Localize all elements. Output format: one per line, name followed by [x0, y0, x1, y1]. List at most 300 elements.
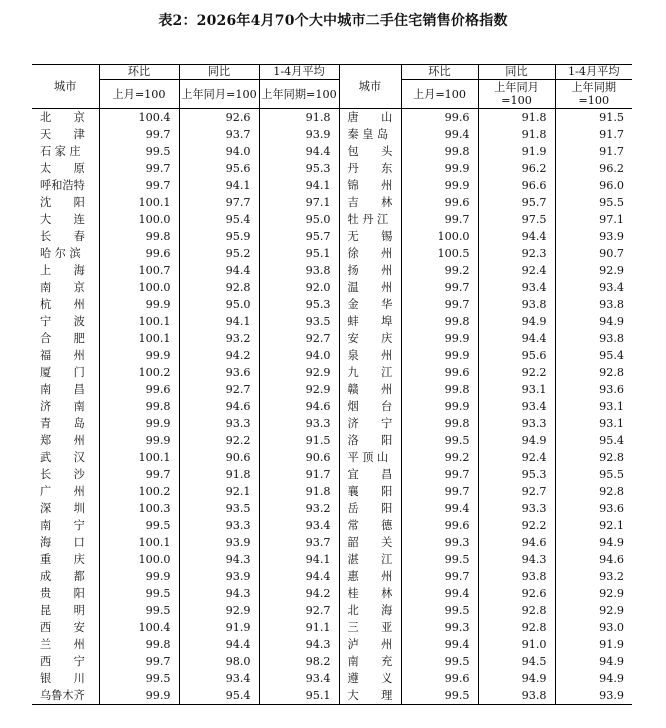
city-name-right: 安 庆 [339, 330, 401, 347]
avg-value-right: 96.2 [599, 161, 624, 175]
mom-base-right: 上月=100 [401, 80, 478, 109]
mom-value-left: 100.2 [99, 364, 179, 381]
table-row [32, 687, 632, 705]
mom-value-right: 99.9 [401, 160, 478, 177]
city-name-left: 大 连 [32, 211, 99, 228]
mom-value-right: 99.7 [401, 211, 478, 228]
yoy-base-left: 上年同月=100 [179, 80, 259, 109]
avg-value-right: 94.9 [599, 535, 624, 549]
yoy-value-right: 92.8 [478, 619, 555, 636]
avg-base-left: 上年同期=100 [259, 80, 339, 109]
yoy-value-left: 93.4 [179, 670, 259, 687]
mom-value-left: 99.7 [99, 177, 179, 194]
mom-value-right: 99.5 [401, 551, 478, 568]
city-name-right: 泉 州 [339, 347, 401, 364]
yoy-value-right: 92.2 [478, 517, 555, 534]
yoy-value-left: 90.6 [179, 449, 259, 466]
yoy-value-right: 94.6 [478, 534, 555, 551]
mom-value-left: 100.4 [99, 109, 179, 127]
table-row [32, 500, 632, 517]
city-name-left: 北 京 [32, 109, 99, 127]
yoy-value-right: 94.9 [478, 313, 555, 330]
mom-value-right: 99.6 [401, 517, 478, 534]
table-row [32, 517, 632, 534]
avg-value-left: 92.9 [305, 382, 331, 396]
avg-value-left: 90.6 [305, 450, 331, 464]
mom-value-right: 99.5 [401, 687, 478, 705]
city-name-left: 上 海 [32, 262, 99, 279]
city-name-left: 哈 尔 滨 [32, 245, 99, 262]
city-name-left: 银 川 [32, 670, 99, 687]
yoy-value-right: 92.4 [478, 262, 555, 279]
mom-value-left: 99.9 [99, 432, 179, 449]
city-name-right: 三 亚 [339, 619, 401, 636]
city-name-right: 襄 阳 [339, 483, 401, 500]
avg-value-right: 95.5 [599, 195, 624, 209]
yoy-value-right: 95.6 [478, 347, 555, 364]
mom-header-left: 环比 [99, 65, 179, 80]
yoy-value-right: 93.3 [478, 415, 555, 432]
mom-value-left: 99.9 [99, 347, 179, 364]
table-row [32, 211, 632, 228]
yoy-value-left: 95.0 [179, 296, 259, 313]
mom-value-right: 99.9 [401, 398, 478, 415]
avg-value-right: 92.8 [599, 450, 624, 464]
yoy-value-left: 95.6 [179, 160, 259, 177]
yoy-value-right: 96.2 [478, 160, 555, 177]
mom-value-right: 100.0 [401, 228, 478, 245]
table-row [32, 296, 632, 313]
avg-value-right: 91.9 [599, 637, 624, 651]
yoy-base-right: 上年同月 =100 [478, 80, 555, 109]
yoy-value-right: 95.7 [478, 194, 555, 211]
table-row [32, 415, 632, 432]
mom-value-right: 99.5 [401, 602, 478, 619]
city-name-right: 宜 昌 [339, 466, 401, 483]
mom-value-left: 99.8 [99, 398, 179, 415]
mom-value-left: 100.1 [99, 194, 179, 211]
avg-value-left: 92.0 [305, 280, 331, 294]
avg-value-right: 91.7 [599, 127, 624, 141]
avg-value-left: 93.2 [305, 501, 331, 515]
city-name-left: 济 南 [32, 398, 99, 415]
city-name-left: 广 州 [32, 483, 99, 500]
page-title: 表2：2026年4月70个大中城市二手住宅销售价格指数 [158, 13, 508, 29]
avg-value-left: 93.9 [305, 127, 331, 141]
avg-value-left: 94.4 [305, 144, 331, 158]
yoy-value-left: 94.6 [179, 398, 259, 415]
mom-value-left: 99.7 [99, 126, 179, 143]
avg-header-right: 1-4月平均 [555, 65, 632, 80]
avg-value-right: 92.9 [599, 586, 624, 600]
yoy-value-left: 91.8 [179, 466, 259, 483]
city-name-right: 扬 州 [339, 262, 401, 279]
avg-value-right: 92.1 [599, 518, 624, 532]
yoy-value-right: 91.0 [478, 636, 555, 653]
table-row [32, 636, 632, 653]
avg-value-left: 98.2 [305, 654, 331, 668]
avg-value-left: 95.7 [305, 229, 331, 243]
city-name-left: 沈 阳 [32, 194, 99, 211]
mom-value-right: 99.9 [401, 347, 478, 364]
city-name-right: 丹 东 [339, 160, 401, 177]
avg-value-left: 93.5 [305, 314, 331, 328]
yoy-value-left: 97.7 [179, 194, 259, 211]
table-row [32, 653, 632, 670]
avg-value-left: 94.3 [305, 637, 331, 651]
yoy-value-left: 98.0 [179, 653, 259, 670]
table-row [32, 466, 632, 483]
table-row [32, 585, 632, 602]
avg-value-right: 93.6 [599, 382, 624, 396]
avg-value-left: 95.3 [305, 161, 331, 175]
yoy-value-right: 94.9 [478, 432, 555, 449]
avg-value-right: 93.1 [599, 416, 624, 430]
avg-value-left: 94.4 [305, 569, 331, 583]
avg-value-right: 92.8 [599, 365, 624, 379]
city-name-right: 南 充 [339, 653, 401, 670]
yoy-value-left: 93.3 [179, 415, 259, 432]
mom-value-right: 99.9 [401, 177, 478, 194]
yoy-value-right: 93.8 [478, 568, 555, 585]
mom-value-right: 99.7 [401, 466, 478, 483]
mom-value-left: 99.5 [99, 670, 179, 687]
table-row [32, 143, 632, 160]
avg-value-left: 97.1 [305, 195, 331, 209]
city-name-left: 福 州 [32, 347, 99, 364]
table-header [32, 65, 632, 109]
table-row [32, 279, 632, 296]
avg-value-left: 92.9 [305, 365, 331, 379]
table-row [32, 449, 632, 466]
yoy-value-right: 92.8 [478, 602, 555, 619]
avg-base-right: 上年同期 =100 [555, 80, 632, 109]
mom-value-right: 99.4 [401, 636, 478, 653]
table-row [32, 602, 632, 619]
avg-value-left: 92.7 [305, 603, 331, 617]
avg-value-right: 93.8 [599, 331, 624, 345]
avg-value-right: 93.8 [599, 297, 624, 311]
mom-value-right: 99.6 [401, 364, 478, 381]
city-name-right: 秦 皇 岛 [339, 126, 401, 143]
table-row [32, 619, 632, 636]
mom-value-left: 100.1 [99, 313, 179, 330]
avg-value-right: 94.6 [599, 552, 624, 566]
city-name-left: 南 宁 [32, 517, 99, 534]
city-name-right: 遵 义 [339, 670, 401, 687]
mom-value-right: 99.7 [401, 279, 478, 296]
table-row [32, 534, 632, 551]
mom-value-right: 100.5 [401, 245, 478, 262]
city-name-right: 锦 州 [339, 177, 401, 194]
avg-value-right: 92.9 [599, 603, 624, 617]
avg-value-right: 93.0 [599, 620, 624, 634]
mom-value-left: 99.9 [99, 296, 179, 313]
city-name-right: 徐 州 [339, 245, 401, 262]
yoy-value-right: 92.6 [478, 585, 555, 602]
yoy-value-right: 96.6 [478, 177, 555, 194]
yoy-value-left: 93.9 [179, 568, 259, 585]
avg-value-left: 91.5 [305, 433, 331, 447]
yoy-value-left: 94.4 [179, 636, 259, 653]
table-row [32, 109, 632, 127]
table-row [32, 313, 632, 330]
mom-value-right: 99.2 [401, 449, 478, 466]
avg-value-left: 91.7 [305, 467, 331, 481]
city-name-right: 北 海 [339, 602, 401, 619]
yoy-value-left: 94.3 [179, 585, 259, 602]
table-row [32, 381, 632, 398]
avg-value-left: 91.8 [305, 484, 331, 498]
yoy-value-left: 93.6 [179, 364, 259, 381]
avg-value-left: 91.1 [305, 620, 331, 634]
table-body [32, 109, 632, 705]
city-name-left: 重 庆 [32, 551, 99, 568]
mom-value-right: 99.6 [401, 194, 478, 211]
city-name-left: 南 昌 [32, 381, 99, 398]
avg-value-left: 95.3 [305, 297, 331, 311]
yoy-value-right: 95.3 [478, 466, 555, 483]
city-name-left: 西 宁 [32, 653, 99, 670]
table-row [32, 432, 632, 449]
table-row [32, 330, 632, 347]
mom-value-left: 100.0 [99, 551, 179, 568]
yoy-value-right: 93.4 [478, 279, 555, 296]
yoy-value-left: 95.4 [179, 211, 259, 228]
yoy-value-right: 94.3 [478, 551, 555, 568]
yoy-value-right: 91.9 [478, 143, 555, 160]
mom-value-right: 99.3 [401, 534, 478, 551]
city-name-right: 牡 丹 江 [339, 211, 401, 228]
avg-value-left: 92.7 [305, 331, 331, 345]
city-name-right: 温 州 [339, 279, 401, 296]
mom-header-right: 环比 [401, 65, 478, 80]
mom-value-left: 99.5 [99, 517, 179, 534]
yoy-value-left: 94.3 [179, 551, 259, 568]
yoy-value-left: 92.6 [179, 109, 259, 127]
yoy-value-right: 92.4 [478, 449, 555, 466]
yoy-value-right: 94.4 [478, 330, 555, 347]
mom-value-right: 99.8 [401, 381, 478, 398]
table-row [32, 160, 632, 177]
avg-value-right: 93.4 [599, 280, 624, 294]
yoy-value-left: 94.1 [179, 177, 259, 194]
city-column-header-right: 城市 [339, 65, 401, 109]
city-name-right: 桂 林 [339, 585, 401, 602]
city-name-right: 唐 山 [339, 109, 401, 127]
mom-value-left: 100.0 [99, 211, 179, 228]
city-name-right: 大 理 [339, 687, 401, 705]
yoy-value-left: 95.9 [179, 228, 259, 245]
city-name-left: 兰 州 [32, 636, 99, 653]
yoy-value-right: 93.3 [478, 500, 555, 517]
city-name-left: 郑 州 [32, 432, 99, 449]
city-name-right: 赣 州 [339, 381, 401, 398]
table-row [32, 262, 632, 279]
avg-value-right: 91.7 [599, 144, 624, 158]
yoy-value-right: 94.4 [478, 228, 555, 245]
yoy-value-left: 94.0 [179, 143, 259, 160]
city-name-right: 金 华 [339, 296, 401, 313]
city-name-right: 洛 阳 [339, 432, 401, 449]
mom-value-right: 99.3 [401, 619, 478, 636]
city-name-left: 武 汉 [32, 449, 99, 466]
mom-value-left: 100.7 [99, 262, 179, 279]
table-row [32, 551, 632, 568]
avg-header-left: 1-4月平均 [259, 65, 339, 80]
yoy-value-right: 93.8 [478, 296, 555, 313]
mom-value-left: 99.6 [99, 381, 179, 398]
avg-value-right: 95.4 [599, 348, 624, 362]
yoy-value-left: 92.7 [179, 381, 259, 398]
table-row [32, 177, 632, 194]
yoy-value-right: 93.1 [478, 381, 555, 398]
mom-value-left: 100.1 [99, 534, 179, 551]
city-name-left: 呼和浩特 [32, 177, 99, 194]
yoy-value-right: 92.3 [478, 245, 555, 262]
avg-value-left: 95.1 [259, 687, 339, 705]
mom-value-right: 99.8 [401, 143, 478, 160]
yoy-value-right: 91.8 [478, 126, 555, 143]
avg-value-right: 95.4 [599, 433, 624, 447]
mom-value-right: 99.2 [401, 262, 478, 279]
mom-value-left: 100.0 [99, 279, 179, 296]
city-name-right: 湛 江 [339, 551, 401, 568]
city-name-right: 九 江 [339, 364, 401, 381]
mom-value-left: 99.9 [99, 568, 179, 585]
city-name-right: 岳 阳 [339, 500, 401, 517]
city-name-left: 长 春 [32, 228, 99, 245]
city-name-right: 韶 关 [339, 534, 401, 551]
avg-value-left: 93.4 [305, 518, 331, 532]
city-name-right: 济 宁 [339, 415, 401, 432]
mom-value-right: 99.7 [401, 568, 478, 585]
yoy-value-right: 97.5 [478, 211, 555, 228]
mom-value-right: 99.8 [401, 313, 478, 330]
mom-value-left: 100.4 [99, 619, 179, 636]
avg-value-right: 93.6 [599, 501, 624, 515]
mom-value-right: 99.7 [401, 483, 478, 500]
yoy-value-right: 94.5 [478, 653, 555, 670]
table-row [32, 483, 632, 500]
table-row [32, 398, 632, 415]
avg-value-left: 95.1 [305, 246, 331, 260]
city-name-left: 青 岛 [32, 415, 99, 432]
yoy-value-left: 92.8 [179, 279, 259, 296]
yoy-value-right: 91.8 [478, 109, 555, 127]
mom-value-left: 99.8 [99, 636, 179, 653]
table-row [32, 568, 632, 585]
mom-value-right: 99.9 [401, 330, 478, 347]
city-name-left: 宁 波 [32, 313, 99, 330]
yoy-value-right: 92.7 [478, 483, 555, 500]
avg-value-left: 94.1 [305, 552, 331, 566]
yoy-value-left: 92.9 [179, 602, 259, 619]
city-name-right: 吉 林 [339, 194, 401, 211]
price-index-table [32, 64, 632, 705]
city-name-right: 蚌 埠 [339, 313, 401, 330]
yoy-value-left: 92.2 [179, 432, 259, 449]
avg-value-left: 93.7 [305, 535, 331, 549]
avg-value-left: 93.8 [305, 263, 331, 277]
city-name-left: 海 口 [32, 534, 99, 551]
mom-value-right: 99.4 [401, 500, 478, 517]
mom-value-left: 99.5 [99, 602, 179, 619]
city-name-left: 成 都 [32, 568, 99, 585]
mom-base-left: 上月=100 [99, 80, 179, 109]
avg-value-right: 94.9 [599, 314, 624, 328]
city-name-left: 长 沙 [32, 466, 99, 483]
table-row [32, 245, 632, 262]
avg-value-right: 93.2 [599, 569, 624, 583]
yoy-value-right: 93.8 [478, 687, 555, 705]
yoy-value-left: 91.9 [179, 619, 259, 636]
yoy-value-left: 93.5 [179, 500, 259, 517]
city-name-left: 太 原 [32, 160, 99, 177]
city-column-header-left: 城市 [32, 65, 99, 109]
mom-value-left: 99.9 [99, 687, 179, 705]
avg-value-right: 92.8 [599, 484, 624, 498]
mom-value-left: 99.7 [99, 466, 179, 483]
table-row [32, 126, 632, 143]
yoy-value-left: 92.1 [179, 483, 259, 500]
table-row [32, 364, 632, 381]
avg-value-right: 93.9 [599, 229, 624, 243]
mom-value-left: 100.3 [99, 500, 179, 517]
avg-value-left: 95.0 [305, 212, 331, 226]
mom-value-left: 100.1 [99, 449, 179, 466]
yoy-value-right: 94.9 [478, 670, 555, 687]
price-index-table-container [32, 64, 632, 705]
yoy-header-left: 同比 [179, 65, 259, 80]
city-name-right: 无 锡 [339, 228, 401, 245]
mom-value-right: 99.5 [401, 432, 478, 449]
avg-value-right: 90.7 [599, 246, 624, 260]
mom-value-left: 99.7 [99, 160, 179, 177]
mom-value-right: 99.6 [401, 670, 478, 687]
yoy-value-left: 94.2 [179, 347, 259, 364]
mom-value-right: 99.7 [401, 296, 478, 313]
avg-value-left: 91.8 [305, 110, 331, 124]
table-row [32, 228, 632, 245]
avg-value-right: 91.5 [599, 110, 624, 124]
city-name-right: 泸 州 [339, 636, 401, 653]
mom-value-right: 99.8 [401, 415, 478, 432]
table-row [32, 670, 632, 687]
city-name-left: 厦 门 [32, 364, 99, 381]
yoy-value-left: 95.2 [179, 245, 259, 262]
yoy-value-left: 93.7 [179, 126, 259, 143]
avg-value-right: 92.9 [599, 263, 624, 277]
city-name-left: 南 京 [32, 279, 99, 296]
yoy-value-left: 93.3 [179, 517, 259, 534]
avg-value-left: 94.0 [305, 348, 331, 362]
mom-value-right: 99.4 [401, 126, 478, 143]
avg-value-left: 94.6 [305, 399, 331, 413]
mom-value-left: 100.2 [99, 483, 179, 500]
avg-value-left: 93.3 [305, 416, 331, 430]
mom-value-left: 99.5 [99, 585, 179, 602]
city-name-left: 乌鲁木齐 [32, 687, 99, 705]
city-name-right: 平 顶 山 [339, 449, 401, 466]
city-name-right: 包 头 [339, 143, 401, 160]
city-name-left: 西 安 [32, 619, 99, 636]
mom-value-right: 99.4 [401, 585, 478, 602]
yoy-value-right: 93.4 [478, 398, 555, 415]
mom-value-left: 99.6 [99, 245, 179, 262]
city-name-right: 常 德 [339, 517, 401, 534]
avg-value-left: 94.1 [305, 178, 331, 192]
